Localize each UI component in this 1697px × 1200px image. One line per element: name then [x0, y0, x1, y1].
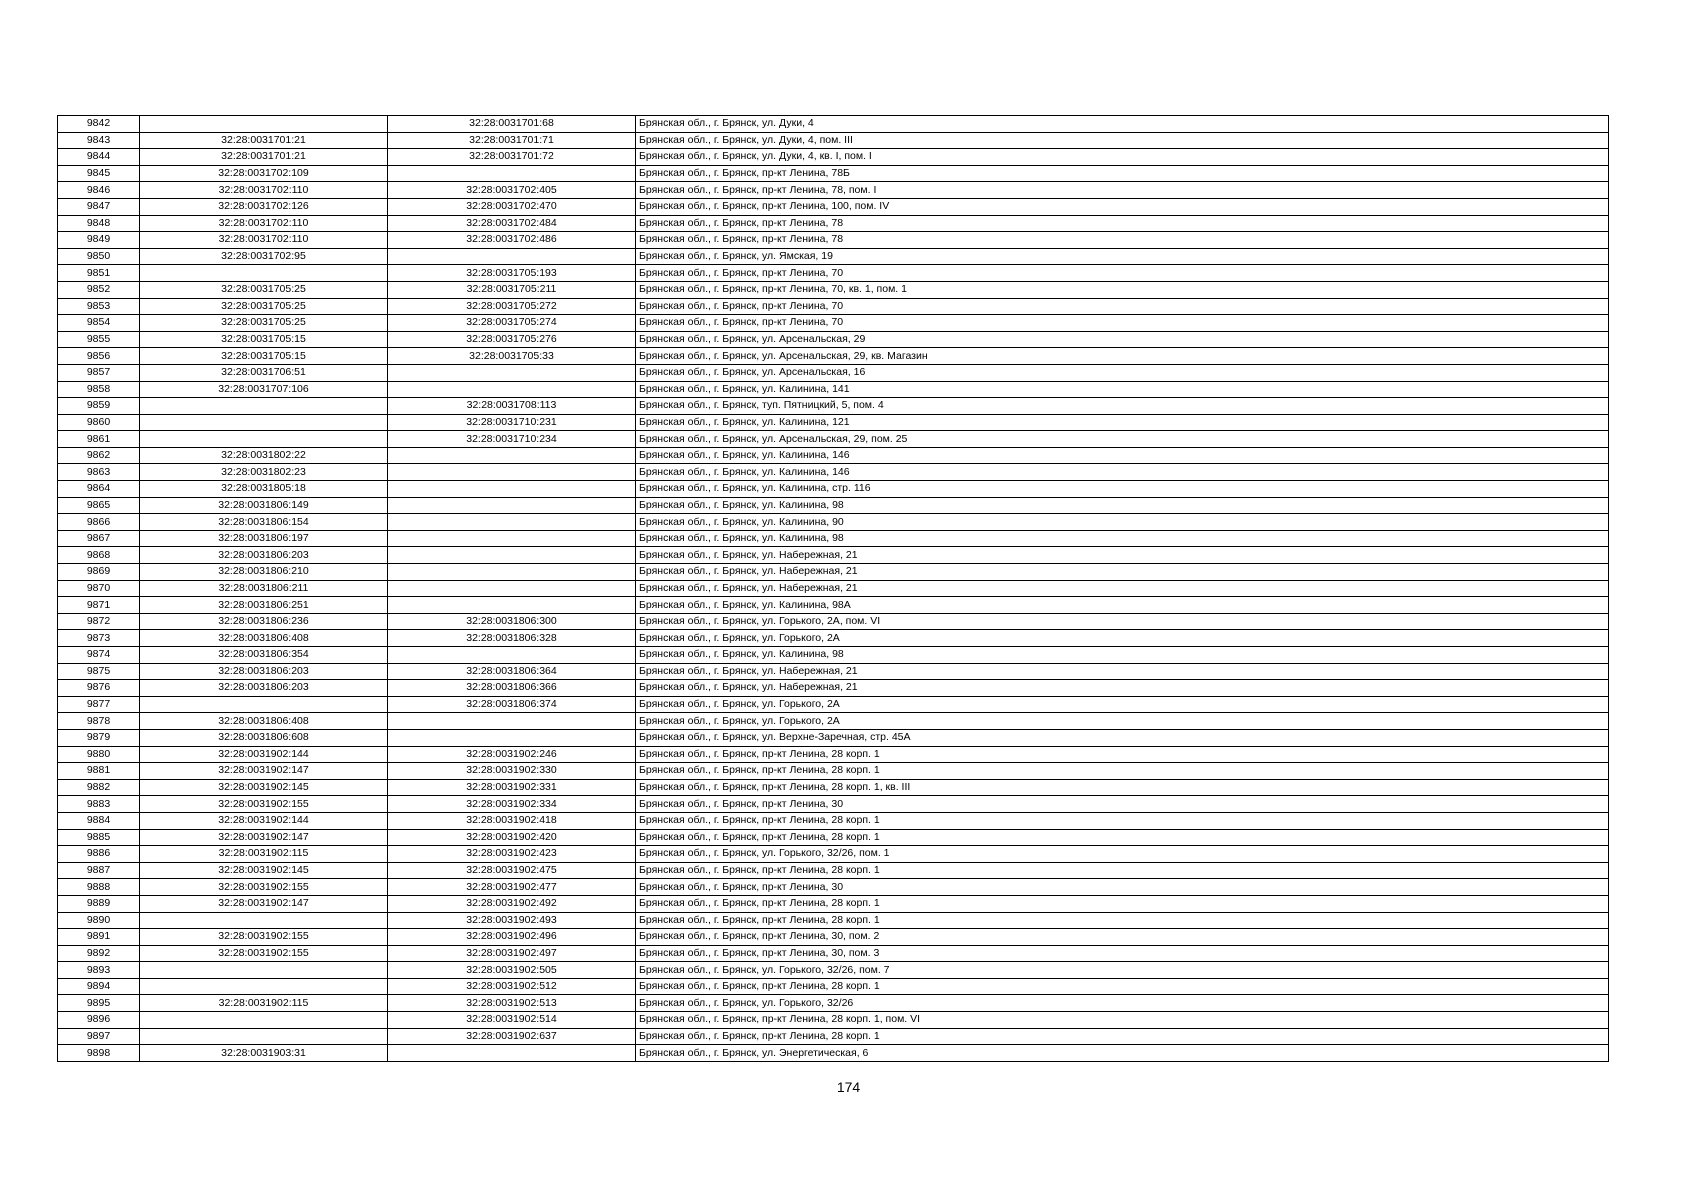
table-row: [58, 879, 1609, 896]
row-number-cell: 9870: [58, 580, 140, 597]
object-cadastral-number-cell: 32:28:0031705:193: [388, 265, 636, 282]
object-cadastral-number-cell: [388, 530, 636, 547]
land-cadastral-number-cell: 32:28:0031702:110: [140, 232, 388, 249]
row-number-cell: 9848: [58, 215, 140, 232]
row-number-cell: 9895: [58, 995, 140, 1012]
object-cadastral-number-cell: 32:28:0031806:300: [388, 613, 636, 630]
address-cell: Брянская обл., г. Брянск, ул. Арсенальская, 29: [636, 331, 1609, 348]
land-cadastral-number-cell: 32:28:0031902:115: [140, 995, 388, 1012]
land-cadastral-number-cell: [140, 116, 388, 133]
table-row: [58, 978, 1609, 995]
row-number-cell: 9864: [58, 481, 140, 498]
table-row: [58, 613, 1609, 630]
land-cadastral-number-cell: 32:28:0031701:21: [140, 132, 388, 149]
table-row: [58, 398, 1609, 415]
object-cadastral-number-cell: 32:28:0031705:274: [388, 315, 636, 332]
table-row: [58, 481, 1609, 498]
object-cadastral-number-cell: [388, 165, 636, 182]
land-cadastral-number-cell: 32:28:0031705:25: [140, 298, 388, 315]
land-cadastral-number-cell: 32:28:0031902:115: [140, 846, 388, 863]
row-number-cell: 9856: [58, 348, 140, 365]
table-row: [58, 497, 1609, 514]
table-row: [58, 331, 1609, 348]
table-row: [58, 381, 1609, 398]
object-cadastral-number-cell: 32:28:0031902:514: [388, 1012, 636, 1029]
address-cell: Брянская обл., г. Брянск, пр-кт Ленина, 28 корп. 1: [636, 978, 1609, 995]
row-number-cell: 9898: [58, 1045, 140, 1062]
table-row: [58, 198, 1609, 215]
land-cadastral-number-cell: 32:28:0031806:354: [140, 647, 388, 664]
object-cadastral-number-cell: 32:28:0031705:272: [388, 298, 636, 315]
table-row: [58, 464, 1609, 481]
table-row: [58, 812, 1609, 829]
address-cell: Брянская обл., г. Брянск, туп. Пятницкий, 5, пом. 4: [636, 398, 1609, 415]
land-cadastral-number-cell: [140, 962, 388, 979]
land-cadastral-number-cell: 32:28:0031806:211: [140, 580, 388, 597]
address-cell: Брянская обл., г. Брянск, ул. Горького, 2А, пом. VI: [636, 613, 1609, 630]
object-cadastral-number-cell: 32:28:0031902:330: [388, 763, 636, 780]
object-cadastral-number-cell: 32:28:0031902:423: [388, 846, 636, 863]
address-cell: Брянская обл., г. Брянск, ул. Ямская, 19: [636, 248, 1609, 265]
table-row: [58, 862, 1609, 879]
address-cell: Брянская обл., г. Брянск, ул. Набережная, 21: [636, 547, 1609, 564]
address-cell: Брянская обл., г. Брянск, пр-кт Ленина, 28 корп. 1: [636, 812, 1609, 829]
address-cell: Брянская обл., г. Брянск, пр-кт Ленина, 28 корп. 1: [636, 862, 1609, 879]
table-row: [58, 298, 1609, 315]
address-cell: Брянская обл., г. Брянск, пр-кт Ленина, 30: [636, 796, 1609, 813]
object-cadastral-number-cell: [388, 564, 636, 581]
land-cadastral-number-cell: 32:28:0031806:154: [140, 514, 388, 531]
address-cell: Брянская обл., г. Брянск, пр-кт Ленина, 28 корп. 1, пом. VI: [636, 1012, 1609, 1029]
address-cell: Брянская обл., г. Брянск, ул. Арсенальская, 29, кв. Магазин: [636, 348, 1609, 365]
address-cell: Брянская обл., г. Брянск, ул. Калинина, 121: [636, 414, 1609, 431]
address-cell: Брянская обл., г. Брянск, пр-кт Ленина, 78Б: [636, 165, 1609, 182]
object-cadastral-number-cell: 32:28:0031701:68: [388, 116, 636, 133]
object-cadastral-number-cell: [388, 647, 636, 664]
address-cell: Брянская обл., г. Брянск, ул. Энергетическая, 6: [636, 1045, 1609, 1062]
land-cadastral-number-cell: [140, 1028, 388, 1045]
row-number-cell: 9876: [58, 680, 140, 697]
row-number-cell: 9884: [58, 812, 140, 829]
table-row: [58, 647, 1609, 664]
object-cadastral-number-cell: 32:28:0031702:405: [388, 182, 636, 199]
address-cell: Брянская обл., г. Брянск, пр-кт Ленина, 28 корп. 1: [636, 829, 1609, 846]
row-number-cell: 9846: [58, 182, 140, 199]
table-row: [58, 348, 1609, 365]
row-number-cell: 9874: [58, 647, 140, 664]
table-row: [58, 1045, 1609, 1062]
address-cell: Брянская обл., г. Брянск, пр-кт Ленина, 70: [636, 315, 1609, 332]
land-cadastral-number-cell: 32:28:0031902:155: [140, 929, 388, 946]
row-number-cell: 9877: [58, 696, 140, 713]
object-cadastral-number-cell: [388, 597, 636, 614]
page-number: 174: [836, 1079, 861, 1095]
land-cadastral-number-cell: [140, 978, 388, 995]
address-cell: Брянская обл., г. Брянск, пр-кт Ленина, 28 корп. 1: [636, 912, 1609, 929]
table-row: [58, 962, 1609, 979]
land-cadastral-number-cell: 32:28:0031705:15: [140, 348, 388, 365]
row-number-cell: 9880: [58, 746, 140, 763]
land-cadastral-number-cell: 32:28:0031902:147: [140, 895, 388, 912]
object-cadastral-number-cell: 32:28:0031702:486: [388, 232, 636, 249]
address-cell: Брянская обл., г. Брянск, пр-кт Ленина, 28 корп. 1: [636, 746, 1609, 763]
address-cell: Брянская обл., г. Брянск, ул. Калинина, 141: [636, 381, 1609, 398]
row-number-cell: 9858: [58, 381, 140, 398]
row-number-cell: 9862: [58, 447, 140, 464]
object-cadastral-number-cell: 32:28:0031902:497: [388, 945, 636, 962]
registry-table: [57, 115, 1609, 1062]
address-cell: Брянская обл., г. Брянск, ул. Арсенальская, 29, пом. 25: [636, 431, 1609, 448]
table-row: [58, 431, 1609, 448]
row-number-cell: 9867: [58, 530, 140, 547]
object-cadastral-number-cell: 32:28:0031705:276: [388, 331, 636, 348]
address-cell: Брянская обл., г. Брянск, пр-кт Ленина, 70: [636, 265, 1609, 282]
land-cadastral-number-cell: 32:28:0031806:210: [140, 564, 388, 581]
address-cell: Брянская обл., г. Брянск, пр-кт Ленина, 30: [636, 879, 1609, 896]
address-cell: Брянская обл., г. Брянск, ул. Горького, 2А: [636, 696, 1609, 713]
object-cadastral-number-cell: 32:28:0031806:364: [388, 663, 636, 680]
object-cadastral-number-cell: 32:28:0031702:470: [388, 198, 636, 215]
address-cell: Брянская обл., г. Брянск, ул. Дуки, 4, кв. I, пом. I: [636, 149, 1609, 166]
row-number-cell: 9891: [58, 929, 140, 946]
address-cell: Брянская обл., г. Брянск, ул. Набережная, 21: [636, 680, 1609, 697]
land-cadastral-number-cell: 32:28:0031705:15: [140, 331, 388, 348]
object-cadastral-number-cell: [388, 547, 636, 564]
table-row: [58, 564, 1609, 581]
table-row: [58, 995, 1609, 1012]
table-row: [58, 1028, 1609, 1045]
land-cadastral-number-cell: 32:28:0031806:203: [140, 663, 388, 680]
land-cadastral-number-cell: 32:28:0031702:110: [140, 215, 388, 232]
address-cell: Брянская обл., г. Брянск, пр-кт Ленина, 28 корп. 1: [636, 895, 1609, 912]
land-cadastral-number-cell: [140, 398, 388, 415]
table-row: [58, 1012, 1609, 1029]
row-number-cell: 9847: [58, 198, 140, 215]
land-cadastral-number-cell: 32:28:0031805:18: [140, 481, 388, 498]
object-cadastral-number-cell: 32:28:0031902:493: [388, 912, 636, 929]
table-row: [58, 132, 1609, 149]
row-number-cell: 9871: [58, 597, 140, 614]
land-cadastral-number-cell: 32:28:0031903:31: [140, 1045, 388, 1062]
object-cadastral-number-cell: 32:28:0031701:72: [388, 149, 636, 166]
row-number-cell: 9845: [58, 165, 140, 182]
table-row: [58, 530, 1609, 547]
table-row: [58, 779, 1609, 796]
address-cell: Брянская обл., г. Брянск, ул. Горького, 2А: [636, 630, 1609, 647]
row-number-cell: 9866: [58, 514, 140, 531]
land-cadastral-number-cell: 32:28:0031705:25: [140, 281, 388, 298]
table-row: [58, 149, 1609, 166]
row-number-cell: 9885: [58, 829, 140, 846]
table-row: [58, 746, 1609, 763]
row-number-cell: 9852: [58, 281, 140, 298]
object-cadastral-number-cell: [388, 464, 636, 481]
land-cadastral-number-cell: 32:28:0031902:145: [140, 779, 388, 796]
address-cell: Брянская обл., г. Брянск, ул. Калинина, 98А: [636, 597, 1609, 614]
address-cell: Брянская обл., г. Брянск, ул. Калинина, 146: [636, 464, 1609, 481]
row-number-cell: 9868: [58, 547, 140, 564]
land-cadastral-number-cell: [140, 1012, 388, 1029]
address-cell: Брянская обл., г. Брянск, пр-кт Ленина, 28 корп. 1, кв. III: [636, 779, 1609, 796]
row-number-cell: 9844: [58, 149, 140, 166]
table-row: [58, 763, 1609, 780]
address-cell: Брянская обл., г. Брянск, ул. Калинина, 90: [636, 514, 1609, 531]
object-cadastral-number-cell: [388, 580, 636, 597]
land-cadastral-number-cell: 32:28:0031806:197: [140, 530, 388, 547]
object-cadastral-number-cell: 32:28:0031806:328: [388, 630, 636, 647]
address-cell: Брянская обл., г. Брянск, ул. Калинина, 98: [636, 647, 1609, 664]
object-cadastral-number-cell: 32:28:0031902:637: [388, 1028, 636, 1045]
address-cell: Брянская обл., г. Брянск, пр-кт Ленина, 78: [636, 215, 1609, 232]
row-number-cell: 9896: [58, 1012, 140, 1029]
object-cadastral-number-cell: [388, 514, 636, 531]
address-cell: Брянская обл., г. Брянск, ул. Дуки, 4, пом. III: [636, 132, 1609, 149]
land-cadastral-number-cell: [140, 414, 388, 431]
land-cadastral-number-cell: 32:28:0031806:149: [140, 497, 388, 514]
object-cadastral-number-cell: [388, 248, 636, 265]
row-number-cell: 9842: [58, 116, 140, 133]
land-cadastral-number-cell: 32:28:0031902:144: [140, 812, 388, 829]
table-row: [58, 232, 1609, 249]
table-row: [58, 713, 1609, 730]
address-cell: Брянская обл., г. Брянск, пр-кт Ленина, 78: [636, 232, 1609, 249]
table-row: [58, 281, 1609, 298]
object-cadastral-number-cell: [388, 364, 636, 381]
land-cadastral-number-cell: 32:28:0031902:155: [140, 879, 388, 896]
object-cadastral-number-cell: 32:28:0031806:374: [388, 696, 636, 713]
row-number-cell: 9882: [58, 779, 140, 796]
row-number-cell: 9853: [58, 298, 140, 315]
object-cadastral-number-cell: 32:28:0031902:492: [388, 895, 636, 912]
row-number-cell: 9850: [58, 248, 140, 265]
row-number-cell: 9855: [58, 331, 140, 348]
address-cell: Брянская обл., г. Брянск, ул. Набережная, 21: [636, 564, 1609, 581]
object-cadastral-number-cell: 32:28:0031710:231: [388, 414, 636, 431]
object-cadastral-number-cell: 32:28:0031708:113: [388, 398, 636, 415]
land-cadastral-number-cell: [140, 265, 388, 282]
land-cadastral-number-cell: 32:28:0031806:236: [140, 613, 388, 630]
address-cell: Брянская обл., г. Брянск, ул. Дуки, 4: [636, 116, 1609, 133]
object-cadastral-number-cell: 32:28:0031902:420: [388, 829, 636, 846]
address-cell: Брянская обл., г. Брянск, ул. Калинина, стр. 116: [636, 481, 1609, 498]
object-cadastral-number-cell: 32:28:0031902:513: [388, 995, 636, 1012]
land-cadastral-number-cell: 32:28:0031806:251: [140, 597, 388, 614]
table-row: [58, 364, 1609, 381]
address-cell: Брянская обл., г. Брянск, пр-кт Ленина, 78, пом. I: [636, 182, 1609, 199]
row-number-cell: 9863: [58, 464, 140, 481]
table-row: [58, 630, 1609, 647]
land-cadastral-number-cell: 32:28:0031806:203: [140, 680, 388, 697]
table-row: [58, 945, 1609, 962]
land-cadastral-number-cell: 32:28:0031702:110: [140, 182, 388, 199]
object-cadastral-number-cell: 32:28:0031806:366: [388, 680, 636, 697]
table-row: [58, 414, 1609, 431]
object-cadastral-number-cell: [388, 381, 636, 398]
row-number-cell: 9886: [58, 846, 140, 863]
table-row: [58, 182, 1609, 199]
land-cadastral-number-cell: 32:28:0031802:22: [140, 447, 388, 464]
table-row: [58, 796, 1609, 813]
object-cadastral-number-cell: 32:28:0031902:496: [388, 929, 636, 946]
land-cadastral-number-cell: 32:28:0031902:147: [140, 763, 388, 780]
row-number-cell: 9872: [58, 613, 140, 630]
address-cell: Брянская обл., г. Брянск, пр-кт Ленина, 30, пом. 2: [636, 929, 1609, 946]
land-cadastral-number-cell: 32:28:0031806:608: [140, 729, 388, 746]
row-number-cell: 9843: [58, 132, 140, 149]
row-number-cell: 9893: [58, 962, 140, 979]
row-number-cell: 9881: [58, 763, 140, 780]
table-row: [58, 447, 1609, 464]
row-number-cell: 9894: [58, 978, 140, 995]
table-row: [58, 680, 1609, 697]
address-cell: Брянская обл., г. Брянск, ул. Верхне-Заречная, стр. 45А: [636, 729, 1609, 746]
row-number-cell: 9861: [58, 431, 140, 448]
object-cadastral-number-cell: 32:28:0031902:246: [388, 746, 636, 763]
address-cell: Брянская обл., г. Брянск, ул. Горького, 32/26: [636, 995, 1609, 1012]
land-cadastral-number-cell: 32:28:0031902:147: [140, 829, 388, 846]
land-cadastral-number-cell: 32:28:0031702:95: [140, 248, 388, 265]
address-cell: Брянская обл., г. Брянск, ул. Набережная, 21: [636, 580, 1609, 597]
land-cadastral-number-cell: 32:28:0031902:155: [140, 945, 388, 962]
row-number-cell: 9873: [58, 630, 140, 647]
land-cadastral-number-cell: 32:28:0031902:155: [140, 796, 388, 813]
land-cadastral-number-cell: 32:28:0031806:203: [140, 547, 388, 564]
land-cadastral-number-cell: 32:28:0031806:408: [140, 630, 388, 647]
address-cell: Брянская обл., г. Брянск, пр-кт Ленина, 28 корп. 1: [636, 763, 1609, 780]
row-number-cell: 9860: [58, 414, 140, 431]
address-cell: Брянская обл., г. Брянск, ул. Горького, 2А: [636, 713, 1609, 730]
table-row: [58, 215, 1609, 232]
land-cadastral-number-cell: [140, 696, 388, 713]
table-row: [58, 547, 1609, 564]
object-cadastral-number-cell: [388, 447, 636, 464]
row-number-cell: 9879: [58, 729, 140, 746]
land-cadastral-number-cell: 32:28:0031902:144: [140, 746, 388, 763]
object-cadastral-number-cell: 32:28:0031902:512: [388, 978, 636, 995]
land-cadastral-number-cell: 32:28:0031702:126: [140, 198, 388, 215]
table-row: [58, 514, 1609, 531]
land-cadastral-number-cell: 32:28:0031705:25: [140, 315, 388, 332]
object-cadastral-number-cell: 32:28:0031705:211: [388, 281, 636, 298]
table-row: [58, 729, 1609, 746]
object-cadastral-number-cell: [388, 481, 636, 498]
table-row: [58, 165, 1609, 182]
table-row: [58, 912, 1609, 929]
land-cadastral-number-cell: 32:28:0031902:145: [140, 862, 388, 879]
row-number-cell: 9875: [58, 663, 140, 680]
address-cell: Брянская обл., г. Брянск, пр-кт Ленина, 30, пом. 3: [636, 945, 1609, 962]
address-cell: Брянская обл., г. Брянск, пр-кт Ленина, 70, кв. 1, пом. 1: [636, 281, 1609, 298]
object-cadastral-number-cell: 32:28:0031705:33: [388, 348, 636, 365]
row-number-cell: 9854: [58, 315, 140, 332]
table-row: [58, 315, 1609, 332]
address-cell: Брянская обл., г. Брянск, ул. Арсенальская, 16: [636, 364, 1609, 381]
address-cell: Брянская обл., г. Брянск, ул. Горького, 32/26, пом. 7: [636, 962, 1609, 979]
object-cadastral-number-cell: 32:28:0031902:477: [388, 879, 636, 896]
address-cell: Брянская обл., г. Брянск, ул. Калинина, 98: [636, 497, 1609, 514]
object-cadastral-number-cell: [388, 713, 636, 730]
row-number-cell: 9897: [58, 1028, 140, 1045]
address-cell: Брянская обл., г. Брянск, ул. Калинина, 98: [636, 530, 1609, 547]
object-cadastral-number-cell: 32:28:0031902:475: [388, 862, 636, 879]
row-number-cell: 9878: [58, 713, 140, 730]
land-cadastral-number-cell: 32:28:0031702:109: [140, 165, 388, 182]
table-row: [58, 597, 1609, 614]
object-cadastral-number-cell: 32:28:0031702:484: [388, 215, 636, 232]
land-cadastral-number-cell: 32:28:0031701:21: [140, 149, 388, 166]
table-row: [58, 929, 1609, 946]
land-cadastral-number-cell: 32:28:0031706:51: [140, 364, 388, 381]
object-cadastral-number-cell: [388, 497, 636, 514]
table-row: [58, 895, 1609, 912]
row-number-cell: 9889: [58, 895, 140, 912]
object-cadastral-number-cell: 32:28:0031710:234: [388, 431, 636, 448]
row-number-cell: 9888: [58, 879, 140, 896]
row-number-cell: 9851: [58, 265, 140, 282]
row-number-cell: 9892: [58, 945, 140, 962]
land-cadastral-number-cell: 32:28:0031806:408: [140, 713, 388, 730]
object-cadastral-number-cell: [388, 729, 636, 746]
object-cadastral-number-cell: 32:28:0031902:331: [388, 779, 636, 796]
object-cadastral-number-cell: 32:28:0031701:71: [388, 132, 636, 149]
row-number-cell: 9849: [58, 232, 140, 249]
land-cadastral-number-cell: [140, 912, 388, 929]
table-row: [58, 265, 1609, 282]
address-cell: Брянская обл., г. Брянск, ул. Калинина, 146: [636, 447, 1609, 464]
object-cadastral-number-cell: 32:28:0031902:418: [388, 812, 636, 829]
object-cadastral-number-cell: 32:28:0031902:334: [388, 796, 636, 813]
table-row: [58, 696, 1609, 713]
row-number-cell: 9865: [58, 497, 140, 514]
row-number-cell: 9869: [58, 564, 140, 581]
row-number-cell: 9887: [58, 862, 140, 879]
table-row: [58, 580, 1609, 597]
land-cadastral-number-cell: 32:28:0031707:106: [140, 381, 388, 398]
table-row: [58, 829, 1609, 846]
table-row: [58, 116, 1609, 133]
row-number-cell: 9859: [58, 398, 140, 415]
object-cadastral-number-cell: [388, 1045, 636, 1062]
object-cadastral-number-cell: 32:28:0031902:505: [388, 962, 636, 979]
row-number-cell: 9890: [58, 912, 140, 929]
address-cell: Брянская обл., г. Брянск, пр-кт Ленина, 28 корп. 1: [636, 1028, 1609, 1045]
address-cell: Брянская обл., г. Брянск, ул. Горького, 32/26, пом. 1: [636, 846, 1609, 863]
address-cell: Брянская обл., г. Брянск, пр-кт Ленина, 100, пом. IV: [636, 198, 1609, 215]
table-row: [58, 663, 1609, 680]
address-cell: Брянская обл., г. Брянск, пр-кт Ленина, 70: [636, 298, 1609, 315]
table-row: [58, 248, 1609, 265]
address-cell: Брянская обл., г. Брянск, ул. Набережная, 21: [636, 663, 1609, 680]
row-number-cell: 9857: [58, 364, 140, 381]
row-number-cell: 9883: [58, 796, 140, 813]
table-row: [58, 846, 1609, 863]
registry-table-body: [58, 116, 1609, 1062]
land-cadastral-number-cell: [140, 431, 388, 448]
land-cadastral-number-cell: 32:28:0031802:23: [140, 464, 388, 481]
